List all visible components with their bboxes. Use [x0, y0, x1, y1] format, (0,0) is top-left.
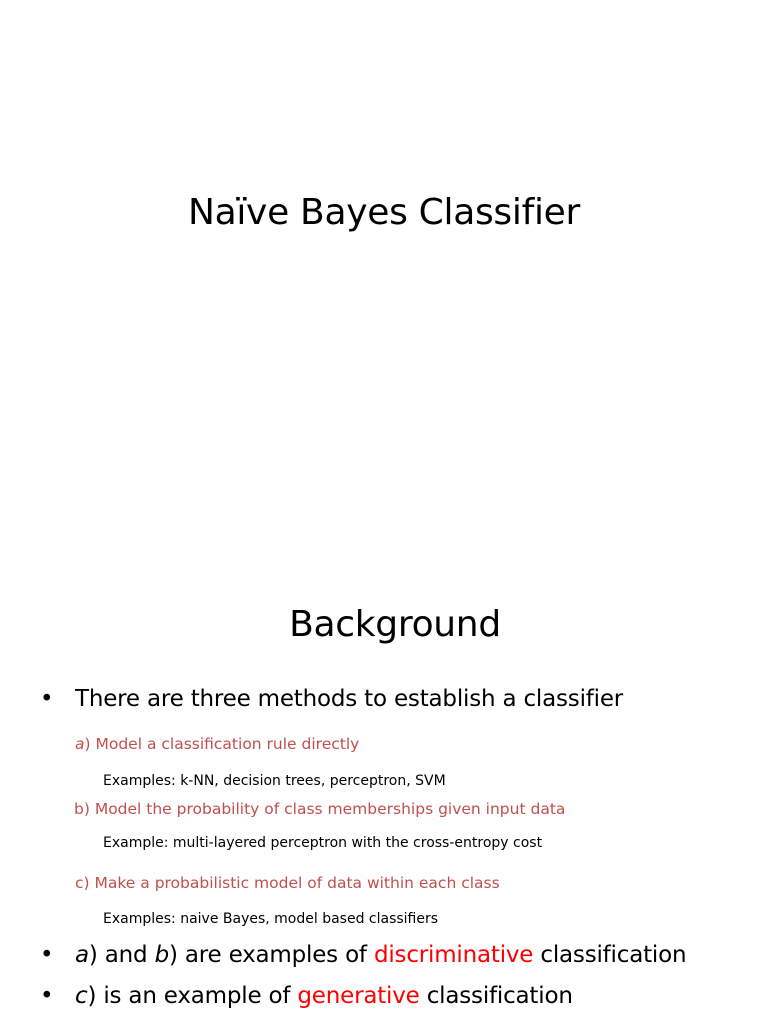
letter-c: c — [75, 983, 88, 1009]
method-a — [75, 734, 359, 754]
method-c-letter: c — [75, 874, 84, 892]
method-b-example: Example: multi-layered perceptron with the cross-entropy cost — [103, 835, 543, 851]
discriminative-highlight: discriminative — [373, 942, 534, 968]
bullet3-text-1: ) is an example of — [87, 983, 298, 1009]
method-a-example: Examples: k-NN, decision trees, perceptron, SVM — [103, 773, 446, 789]
method-b-text: ) Model the probability of class memberships given input data — [83, 800, 566, 818]
method-a-text: ) Model a classification rule directly — [84, 735, 360, 753]
method-c-example: Examples: naive Bayes, model based classifiers — [103, 911, 439, 927]
generative-highlight: generative — [297, 983, 420, 1009]
bullet-intro — [40, 684, 623, 714]
bullet3-text-2: classification — [419, 983, 573, 1009]
bullet2-text-1: ) and — [88, 942, 155, 968]
method-b-letter: b — [74, 800, 84, 818]
method-c-text: ) Make a probabilistic model of data within each class — [83, 874, 500, 892]
bullet2-text-3: classification — [533, 942, 687, 968]
bullet-generative — [40, 981, 573, 1011]
background-heading: Background — [289, 604, 501, 645]
method-b — [74, 799, 565, 819]
method-c — [75, 873, 500, 893]
slide-background — [0, 512, 768, 1024]
bullet-marker: • — [40, 686, 54, 712]
letter-b: b — [154, 942, 169, 968]
bullet-discriminative — [40, 940, 686, 970]
method-a-letter: a — [75, 735, 85, 753]
letter-a: a — [75, 942, 89, 968]
bullet-intro-text: There are three methods to establish a classifier — [75, 686, 624, 712]
bullet-marker: • — [40, 942, 54, 968]
slide-title-heading: Naïve Bayes Classifier — [187, 192, 581, 233]
bullet-marker: • — [40, 983, 54, 1009]
bullet2-text-2: ) are examples of — [168, 942, 374, 968]
